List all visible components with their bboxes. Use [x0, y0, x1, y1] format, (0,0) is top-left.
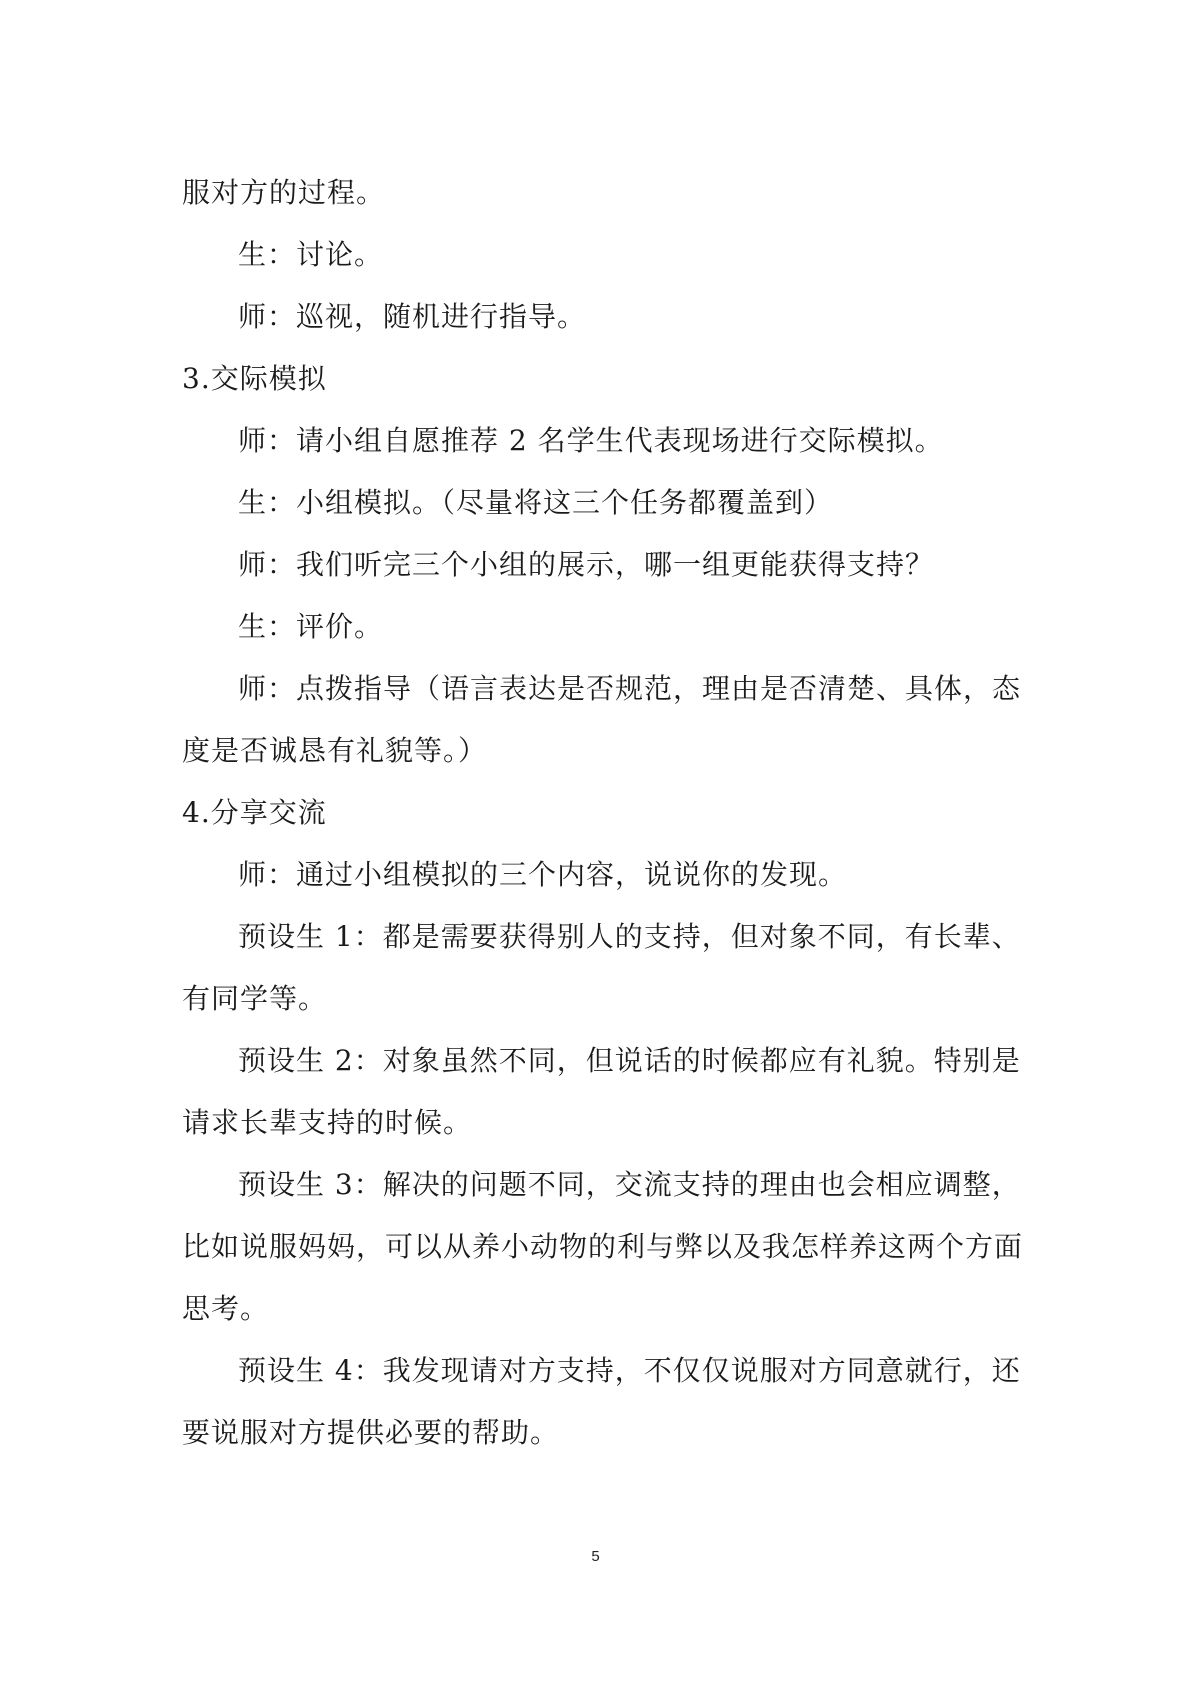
section-heading: 3.交际模拟: [182, 362, 327, 395]
text-line: 思考。: [182, 1292, 270, 1325]
text-line: 师：我们听完三个小组的展示，哪一组更能获得支持？: [238, 548, 935, 581]
text-line: 师：通过小组模拟的三个内容，说说你的发现。: [238, 858, 848, 891]
document-body: [182, 162, 1024, 1464]
text-line: 师：请小组自愿推荐 2 名学生代表现场进行交际模拟。: [238, 424, 944, 457]
page-number: 5: [591, 1548, 600, 1565]
text-line: 预设生 2：对象虽然不同，但说话的时候都应有礼貌。特别是: [238, 1044, 1021, 1077]
text-line: 有同学等。: [182, 982, 328, 1015]
text-line: 生：小组模拟。（尽量将这三个任务都覆盖到）: [238, 486, 834, 519]
text-line: 师：点拨指导（语言表达是否规范，理由是否清楚、具体，态: [238, 672, 1022, 705]
text-line: 师：巡视，随机进行指导。: [238, 300, 587, 333]
text-line: 生：评价。: [238, 610, 384, 643]
text-line: 预设生 1：都是需要获得别人的支持，但对象不同，有长辈、: [238, 920, 1021, 953]
text-line: 度是否诚恳有礼貌等。）: [182, 734, 488, 767]
text-line: 生：讨论。: [238, 238, 384, 271]
text-line: 服对方的过程。: [182, 176, 386, 209]
section-heading: 4.分享交流: [182, 796, 327, 829]
text-line: 要说服对方提供必要的帮助。: [182, 1416, 560, 1449]
text-line: 请求长辈支持的时候。: [182, 1106, 473, 1139]
text-line: 预设生 3：解决的问题不同，交流支持的理由也会相应调整，: [238, 1168, 1021, 1201]
text-line: 比如说服妈妈，可以从养小动物的利与弊以及我怎样养这两个方面: [182, 1230, 1024, 1263]
text-line: 预设生 4：我发现请对方支持，不仅仅说服对方同意就行，还: [238, 1354, 1021, 1387]
